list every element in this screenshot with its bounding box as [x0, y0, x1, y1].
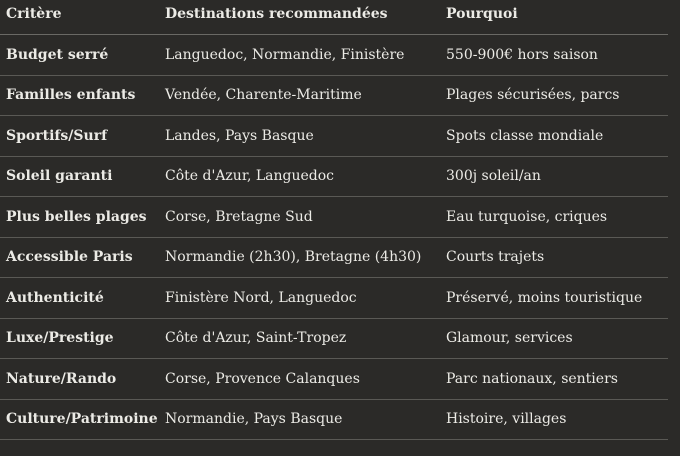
- why-cell: Glamour, services: [446, 330, 573, 347]
- table-row: [0, 359, 668, 400]
- destinations-cell: Normandie (2h30), Bretagne (4h30): [165, 249, 422, 266]
- table-row: [0, 116, 668, 157]
- destinations-cell: Normandie, Pays Basque: [165, 411, 343, 428]
- why-cell: Spots classe mondiale: [446, 127, 604, 144]
- header-criterion: Critère: [6, 6, 62, 22]
- criterion-cell: Plus belles plages: [6, 208, 147, 225]
- criterion-cell: Authenticité: [6, 289, 104, 306]
- destinations-cell: Landes, Pays Basque: [165, 127, 314, 144]
- why-cell: 300j soleil/an: [446, 168, 541, 185]
- criterion-cell: Soleil garanti: [6, 168, 113, 185]
- criterion-cell: Nature/Rando: [6, 370, 117, 387]
- table-row: [0, 278, 668, 319]
- destinations-cell: Côte d'Azur, Saint-Tropez: [165, 330, 347, 347]
- header-why: Pourquoi: [446, 6, 518, 22]
- destinations-cell: Vendée, Charente-Maritime: [165, 87, 362, 104]
- table-row: [0, 157, 668, 198]
- criterion-cell: Luxe/Prestige: [6, 330, 114, 347]
- why-cell: Histoire, villages: [446, 411, 567, 428]
- why-cell: 550-900€ hors saison: [446, 46, 598, 63]
- table-header-row: [0, 0, 668, 35]
- destinations-cell: Languedoc, Normandie, Finistère: [165, 46, 405, 63]
- table-row: [0, 197, 668, 238]
- destinations-cell: Côte d'Azur, Languedoc: [165, 168, 335, 185]
- table-row: [0, 238, 668, 279]
- criterion-cell: Culture/Patrimoine: [6, 411, 158, 428]
- why-cell: Courts trajets: [446, 249, 545, 266]
- criterion-cell: Accessible Paris: [6, 249, 133, 266]
- table-row: [0, 319, 668, 360]
- header-destinations: Destinations recommandées: [165, 6, 388, 22]
- criterion-cell: Familles enfants: [6, 87, 136, 104]
- table-row: [0, 76, 668, 117]
- destinations-cell: Finistère Nord, Languedoc: [165, 289, 357, 306]
- criterion-cell: Sportifs/Surf: [6, 127, 108, 144]
- destinations-cell: Corse, Bretagne Sud: [165, 208, 313, 225]
- destinations-cell: Corse, Provence Calanques: [165, 370, 360, 387]
- why-cell: Plages sécurisées, parcs: [446, 87, 620, 104]
- why-cell: Parc nationaux, sentiers: [446, 370, 618, 387]
- table-row: [0, 35, 668, 76]
- criterion-cell: Budget serré: [6, 46, 109, 63]
- table-row: [0, 400, 668, 441]
- why-cell: Eau turquoise, criques: [446, 208, 608, 225]
- why-cell: Préservé, moins touristique: [446, 289, 643, 306]
